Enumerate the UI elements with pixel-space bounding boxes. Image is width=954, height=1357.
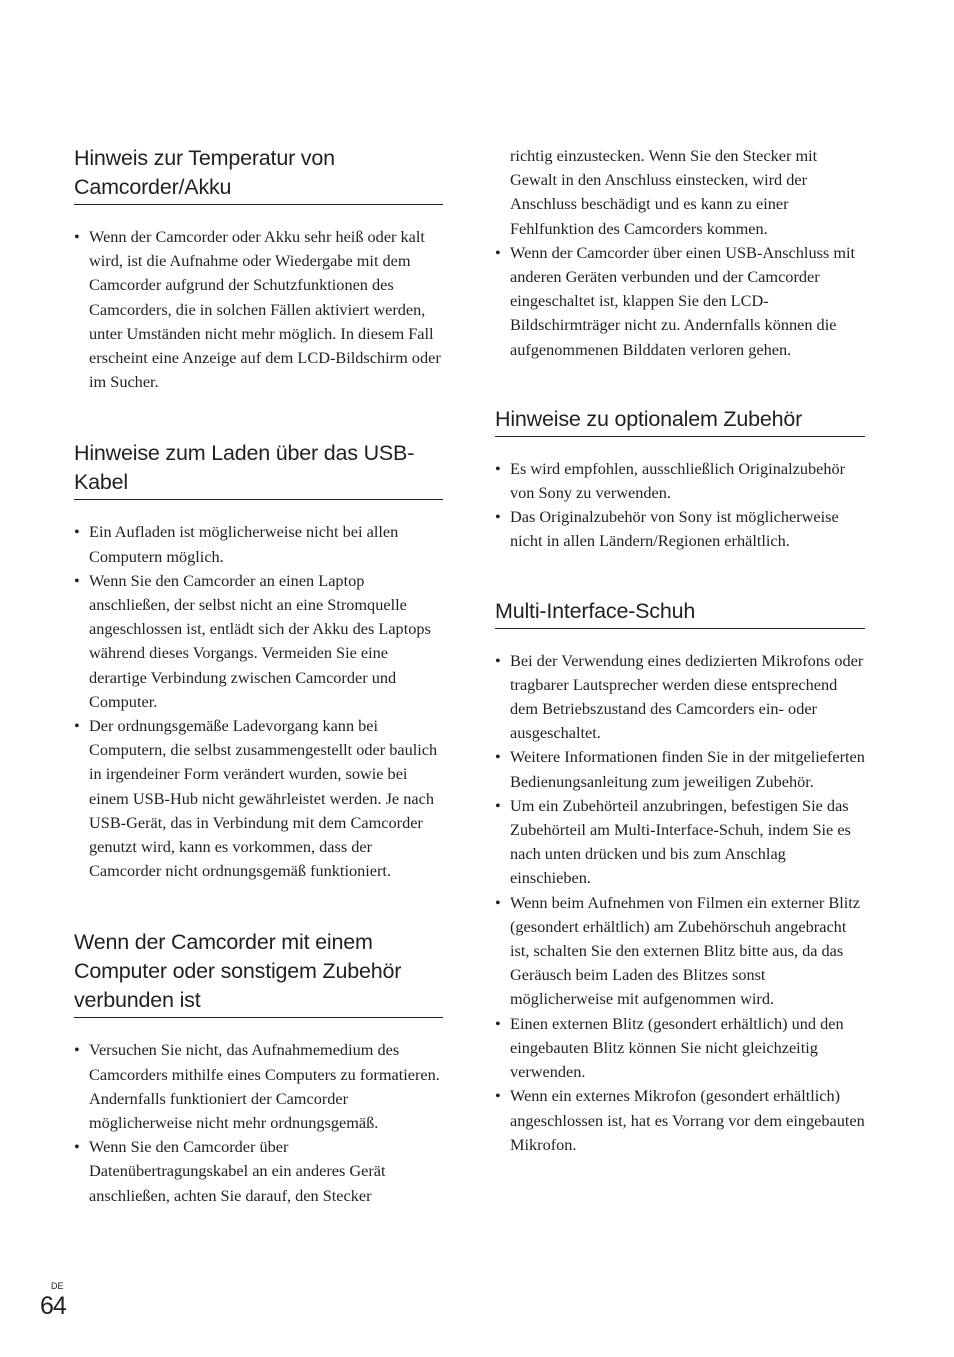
list-item: • Wenn Sie den Camcorder über Datenübertragungskabel an ein anderes Gerät anschließen, achten Sie darauf, den Stecker — [74, 1135, 443, 1208]
list-item: • Weitere Informationen finden Sie in der mitgelieferten Bedienungsanleitung zum jeweiligen Zubehör. — [495, 745, 865, 793]
list-item: • Wenn ein externes Mikrofon (gesondert erhältlich) angeschlossen ist, hat es Vorrang vor dem eingebauten Mikrofon. — [495, 1084, 865, 1157]
list-item: • Wenn beim Aufnehmen von Filmen ein externer Blitz (gesondert erhältlich) am Zubehörschuh angebracht ist, schalten Sie den externen Blitz bitte aus, da das Geräusch beim Laden des Blitzes sonst möglicherweise mit aufgenommen wird. — [495, 891, 865, 1012]
section-usb-charging — [74, 439, 443, 883]
right-column — [495, 144, 865, 1157]
list-item: • Das Originalzubehör von Sony ist möglicherweise nicht in allen Ländern/Regionen erhältlich. — [495, 505, 865, 553]
section-computer-connection-continued — [495, 144, 865, 362]
section-heading: Hinweis zur Temperatur von Camcorder/Akku — [74, 144, 443, 205]
bullet-list — [495, 649, 865, 1157]
list-item: • Der ordnungsgemäße Ladevorgang kann bei Computern, die selbst zusammengestellt oder baulich in irgendeiner Form verändert wurden, sowie bei einem USB-Hub nicht gewährleistet werden. Je nach USB-Gerät, das in Verbindung mit dem Camcorder genutzt wird, kann es vorkommen, dass der Camcorder nicht ordnungsgemäß funktioniert. — [74, 714, 443, 883]
list-item: • Wenn der Camcorder oder Akku sehr heiß oder kalt wird, ist die Aufnahme oder Wiedergabe mit dem Camcorder aufgrund der Schutzfunktionen des Camcorders, die in solchen Fällen aktiviert werden, unter Umständen nicht mehr möglich. In diesem Fall erscheint eine Anzeige auf dem LCD-Bildschirm oder im Sucher. — [74, 225, 443, 394]
list-item: • Es wird empfohlen, ausschließlich Originalzubehör von Sony zu verwenden. — [495, 457, 865, 505]
section-heading: Hinweise zu optionalem Zubehör — [495, 405, 865, 437]
list-item: • Wenn Sie den Camcorder an einen Laptop anschließen, der selbst nicht an eine Stromquelle angeschlossen ist, entlädt sich der Akku des Laptops während dieses Vorgangs. Vermeiden Sie eine derartige Verbindung zwischen Camcorder und Computer. — [74, 569, 443, 714]
page-number: 64 — [40, 1292, 66, 1320]
list-item: • Um ein Zubehörteil anzubringen, befestigen Sie das Zubehörteil am Multi-Interface-Schuh, indem Sie es nach unten drücken und bis zum Anschlag einschieben. — [495, 794, 865, 891]
list-item: • Ein Aufladen ist möglicherweise nicht bei allen Computern möglich. — [74, 520, 443, 568]
continued-paragraph: richtig einzustecken. Wenn Sie den Stecker mit Gewalt in den Anschluss einstecken, wird der Anschluss beschädigt und es kann zu einer Fehlfunktion des Camcorders kommen. — [510, 146, 818, 238]
bullet-list — [74, 520, 443, 883]
page-footer — [40, 1281, 66, 1321]
list-item: • Bei der Verwendung eines dedizierten Mikrofons oder tragbarer Lautsprecher werden diese entsprechend dem Betriebszustand des Camcorders ein- oder ausgeschaltet. — [495, 649, 865, 746]
bullet-list — [495, 457, 865, 554]
bullet-list — [74, 225, 443, 394]
section-multi-interface-shoe — [495, 597, 865, 1157]
section-heading: Hinweise zum Laden über das USB-Kabel — [74, 439, 443, 500]
section-computer-connection — [74, 928, 443, 1207]
left-column — [74, 144, 443, 1208]
list-item: • Versuchen Sie nicht, das Aufnahmemedium des Camcorders mithilfe eines Computers zu formatieren. Andernfalls funktioniert der Camcorder möglicherweise nicht mehr ordnungsgemäß. — [74, 1038, 443, 1135]
bullet-list — [74, 1038, 443, 1207]
section-heading: Multi-Interface-Schuh — [495, 597, 865, 629]
section-optional-accessories — [495, 405, 865, 554]
bullet-list — [495, 241, 865, 362]
list-item: • Einen externen Blitz (gesondert erhältlich) und den eingebauten Blitz können Sie nicht gleichzeitig verwenden. — [495, 1012, 865, 1085]
list-item: • Wenn der Camcorder über einen USB-Anschluss mit anderen Geräten verbunden und der Camcorder eingeschaltet ist, klappen Sie den LCD-Bildschirmträger nicht zu. Andernfalls können die aufgenommenen Bilddaten verloren gehen. — [495, 241, 865, 362]
section-heading: Wenn der Camcorder mit einem Computer oder sonstigem Zubehör verbunden ist — [74, 928, 443, 1018]
section-temperature — [74, 144, 443, 394]
language-code: DE — [51, 1281, 64, 1291]
